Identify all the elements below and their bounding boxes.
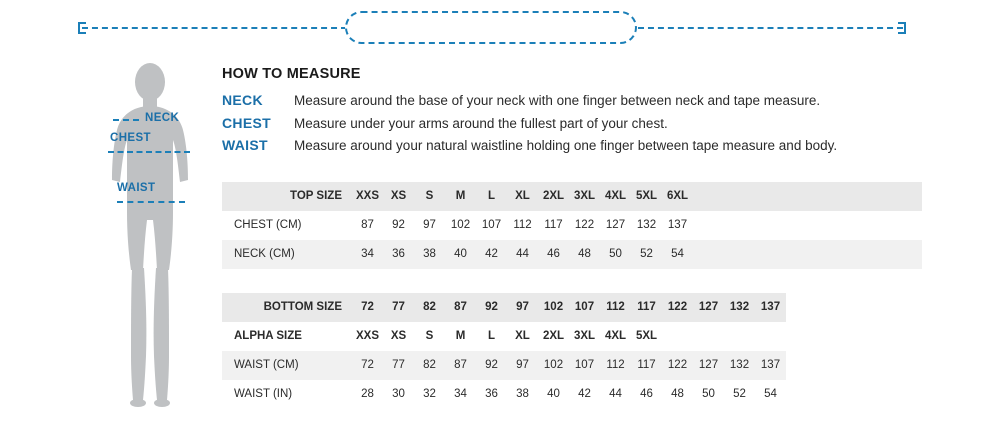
top-size-col-xxs: XXS xyxy=(352,182,383,211)
cell: 117 xyxy=(538,211,569,240)
cell: 82 xyxy=(414,351,445,380)
cell: 40 xyxy=(538,380,569,409)
cell: XS xyxy=(383,322,414,351)
measure-term-chest: CHEST xyxy=(222,114,271,131)
cell: 122 xyxy=(662,351,693,380)
cell xyxy=(693,322,724,351)
top-size-header-row xyxy=(222,182,922,211)
cell: 54 xyxy=(755,380,786,409)
measure-desc-neck: Measure around the base of your neck with one finger between neck and tape measure. xyxy=(294,93,821,108)
alpha-size-row xyxy=(222,322,922,351)
body-silhouette-figure xyxy=(95,60,205,408)
bottom-row-label-waist-in: WAIST (IN) xyxy=(222,380,352,409)
cell xyxy=(662,322,693,351)
cell: 107 xyxy=(569,293,600,322)
cell: 52 xyxy=(724,380,755,409)
top-size-col-xs: XS xyxy=(383,182,414,211)
content-column xyxy=(222,66,962,409)
cell: 44 xyxy=(507,240,538,269)
tape-line-right xyxy=(638,27,903,29)
cell xyxy=(755,322,786,351)
cell: 127 xyxy=(693,293,724,322)
cell: 50 xyxy=(693,380,724,409)
cell: 30 xyxy=(383,380,414,409)
cell: 92 xyxy=(476,293,507,322)
top-size-col-m: M xyxy=(445,182,476,211)
top-size-col-4xl: 4XL xyxy=(600,182,631,211)
top-size-col-5xl: 5XL xyxy=(631,182,662,211)
cell: 97 xyxy=(507,351,538,380)
cell: 117 xyxy=(631,351,662,380)
cell: 5XL xyxy=(631,322,662,351)
cell: 132 xyxy=(631,211,662,240)
cell: 97 xyxy=(507,293,538,322)
cell: 92 xyxy=(383,211,414,240)
cell: 112 xyxy=(600,351,631,380)
cell: 40 xyxy=(445,240,476,269)
cell: 102 xyxy=(538,351,569,380)
cell: 34 xyxy=(352,240,383,269)
waist-dash-line xyxy=(117,201,185,203)
top-size-col-xl: XL xyxy=(507,182,538,211)
cell: 127 xyxy=(693,351,724,380)
table-row xyxy=(222,380,922,409)
cell: 87 xyxy=(352,211,383,240)
top-size-header-filler xyxy=(693,182,922,211)
cell-filler xyxy=(693,211,922,240)
cell-filler xyxy=(693,240,922,269)
cell: 122 xyxy=(569,211,600,240)
cell: 50 xyxy=(600,240,631,269)
cell: 137 xyxy=(755,293,786,322)
table-row xyxy=(222,240,922,269)
cell: 36 xyxy=(476,380,507,409)
top-size-table-block xyxy=(222,182,962,269)
measure-instruction-neck xyxy=(222,91,962,111)
top-row-label-neck: NECK (CM) xyxy=(222,240,352,269)
cell: 42 xyxy=(476,240,507,269)
figure-label-waist: WAIST xyxy=(117,182,156,194)
cell: 44 xyxy=(600,380,631,409)
measure-desc-chest: Measure under your arms around the fullest part of your chest. xyxy=(294,115,668,131)
dashed-tape-banner xyxy=(0,0,1000,58)
cell: 132 xyxy=(724,293,755,322)
cell: M xyxy=(445,322,476,351)
cell: 137 xyxy=(755,351,786,380)
cell: 82 xyxy=(414,293,445,322)
bottom-row-label-waist-cm: WAIST (CM) xyxy=(222,351,352,380)
measure-term-neck: NECK xyxy=(222,92,263,108)
measure-instruction-chest xyxy=(222,114,962,134)
top-row-label-chest: CHEST (CM) xyxy=(222,211,352,240)
cell: 54 xyxy=(662,240,693,269)
cell: 92 xyxy=(476,351,507,380)
cell: 4XL xyxy=(600,322,631,351)
table-row xyxy=(222,351,922,380)
cell: 117 xyxy=(631,293,662,322)
cell: 48 xyxy=(569,240,600,269)
top-size-col-2xl: 2XL xyxy=(538,182,569,211)
bottom-size-table xyxy=(222,293,922,409)
cell xyxy=(724,322,755,351)
cell: 87 xyxy=(445,293,476,322)
figure-label-neck: NECK xyxy=(145,112,180,124)
top-size-col-l: L xyxy=(476,182,507,211)
how-to-measure-title: HOW TO MEASURE xyxy=(222,66,361,82)
cell: 107 xyxy=(476,211,507,240)
cell: 46 xyxy=(538,240,569,269)
cell: 72 xyxy=(352,293,383,322)
cell: 3XL xyxy=(569,322,600,351)
cell: 34 xyxy=(445,380,476,409)
cell: 102 xyxy=(445,211,476,240)
cell: 127 xyxy=(600,211,631,240)
cell: 52 xyxy=(631,240,662,269)
tape-line-left xyxy=(82,27,347,29)
top-size-col-s: S xyxy=(414,182,445,211)
table-row xyxy=(222,211,922,240)
measure-desc-waist: Measure around your natural waistline holding one finger between tape measure and body. xyxy=(294,138,838,154)
tape-loop-box xyxy=(345,11,637,44)
alpha-size-label: ALPHA SIZE xyxy=(222,322,352,351)
cell: 38 xyxy=(507,380,538,409)
cell: L xyxy=(476,322,507,351)
top-size-col-3xl: 3XL xyxy=(569,182,600,211)
cell: 46 xyxy=(631,380,662,409)
cell: 77 xyxy=(383,351,414,380)
top-size-header-label: TOP SIZE xyxy=(222,182,352,211)
measure-instruction-waist xyxy=(222,136,962,156)
figure-label-chest: CHEST xyxy=(110,132,151,144)
cell: 97 xyxy=(414,211,445,240)
chest-dash-line xyxy=(108,151,190,153)
cell: 72 xyxy=(352,351,383,380)
top-size-col-6xl: 6XL xyxy=(662,182,693,211)
cell: 32 xyxy=(414,380,445,409)
measure-term-waist: WAIST xyxy=(222,137,268,154)
cell: 137 xyxy=(662,211,693,240)
cell: 132 xyxy=(724,351,755,380)
bottom-size-header-label: BOTTOM SIZE xyxy=(222,293,352,322)
cell: 28 xyxy=(352,380,383,409)
cell: 112 xyxy=(600,293,631,322)
bottom-size-header-row xyxy=(222,293,922,322)
top-size-table xyxy=(222,182,922,269)
tape-cap-right-icon xyxy=(898,22,906,34)
cell: XXS xyxy=(352,322,383,351)
cell: 107 xyxy=(569,351,600,380)
cell: 42 xyxy=(569,380,600,409)
bottom-size-table-block xyxy=(222,293,962,409)
cell: 102 xyxy=(538,293,569,322)
cell: 112 xyxy=(507,211,538,240)
cell: 122 xyxy=(662,293,693,322)
cell: 77 xyxy=(383,293,414,322)
cell: S xyxy=(414,322,445,351)
cell: 36 xyxy=(383,240,414,269)
cell: 48 xyxy=(662,380,693,409)
cell: 2XL xyxy=(538,322,569,351)
cell: 87 xyxy=(445,351,476,380)
cell: 38 xyxy=(414,240,445,269)
cell: XL xyxy=(507,322,538,351)
neck-dash-line xyxy=(113,119,139,121)
